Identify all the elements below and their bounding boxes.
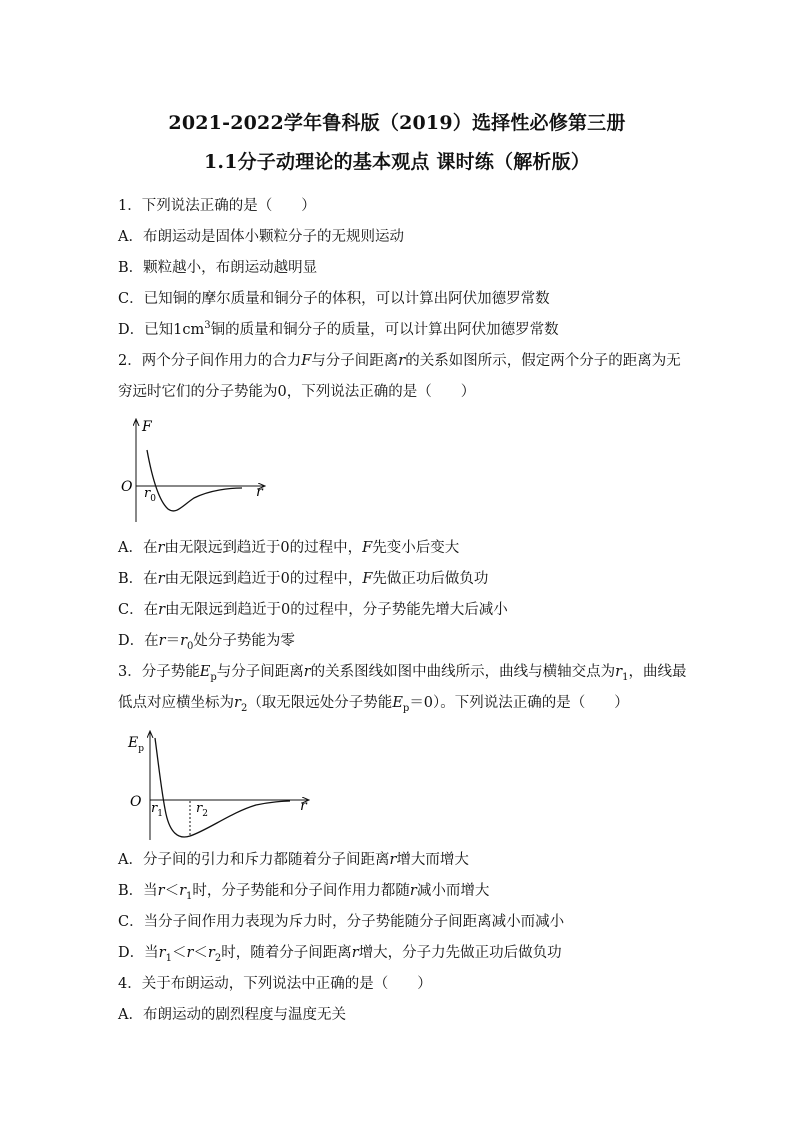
document-title-line1: 2021-2022学年鲁科版（2019）选择性必修第三册 bbox=[168, 112, 626, 134]
q3-stem-line2: 低点对应横坐标为$r_2$（取无限远处分子势能$E_p=0$）。下列说法正确的是（ ） bbox=[118, 695, 629, 714]
q3-stem-line1: 3．分子势能$E_p$与分子间距离r的关系图线如图中曲线所示，曲线与横轴交点为$r_1$，曲线最 bbox=[118, 664, 687, 683]
q3-potential-energy-graph bbox=[124, 728, 320, 844]
q3-option-c: C．当分子间作用力表现为斥力时，分子势能随分子间距离减小而减小 bbox=[118, 914, 565, 930]
q2-x-label: r bbox=[256, 484, 263, 500]
q4-option-a: A．布朗运动的剧烈程度与温度无关 bbox=[118, 1007, 346, 1023]
q2-force-curve bbox=[147, 450, 242, 511]
q2-option-a: A．在r由无限远到趋近于0的过程中，F先变小后变大 bbox=[118, 540, 460, 556]
q2-stem-line1: 2．两个分子间作用力的合力F与分子间距离r的关系如图所示，假定两个分子的距离为无 bbox=[118, 353, 681, 369]
q2-option-d: D．在$r=r_0$处分子势能为零 bbox=[118, 633, 295, 652]
q2-origin-label: O bbox=[121, 479, 133, 495]
q2-y-label: F bbox=[142, 419, 152, 435]
q2-force-graph bbox=[118, 416, 278, 528]
q3-origin-label: O bbox=[130, 794, 142, 810]
q3-y-label: $E_p$ bbox=[128, 735, 144, 754]
q2-option-c: C．在r由无限远到趋近于0的过程中，分子势能先增大后减小 bbox=[118, 602, 508, 618]
q3-x-label: r bbox=[300, 798, 307, 814]
q2-stem-line2: 穷远时它们的分子势能为0，下列说法正确的是（ ） bbox=[118, 384, 476, 400]
q1-stem: 1．下列说法正确的是（ ） bbox=[118, 198, 316, 214]
q1-option-c: C．已知铜的摩尔质量和铜分子的体积，可以计算出阿伏加德罗常数 bbox=[118, 291, 550, 307]
q2-option-b: B．在r由无限远到趋近于0的过程中，F先做正功后做负功 bbox=[118, 571, 489, 587]
q3-option-b: B．当$r<r_1$时，分子势能和分子间作用力都随r减小而增大 bbox=[118, 883, 490, 902]
document-title-line2: 1.1分子动理论的基本观点 课时练（解析版） bbox=[203, 151, 591, 173]
q3-option-d: D．当$r_1<r<r_2$时，随着分子间距离r增大，分子力先做正功后做负功 bbox=[118, 945, 562, 964]
q1-option-b: B．颗粒越小，布朗运动越明显 bbox=[118, 260, 318, 276]
q1-option-a: A．布朗运动是固体小颗粒分子的无规则运动 bbox=[118, 229, 404, 245]
q3-r2-label: $r_2$ bbox=[196, 801, 208, 819]
q3-r1-label: $r_1$ bbox=[151, 801, 163, 819]
q3-option-a: A．分子间的引力和斥力都随着分子间距离r增大而增大 bbox=[118, 852, 469, 868]
q3-potential-curve bbox=[155, 738, 290, 837]
q1-option-d: D．已知$1cm^3$铜的质量和铜分子的质量，可以计算出阿伏加德罗常数 bbox=[118, 320, 559, 338]
q2-r0-label: $r_0$ bbox=[144, 486, 156, 504]
q4-stem: 4．关于布朗运动，下列说法中正确的是（ ） bbox=[118, 976, 432, 992]
